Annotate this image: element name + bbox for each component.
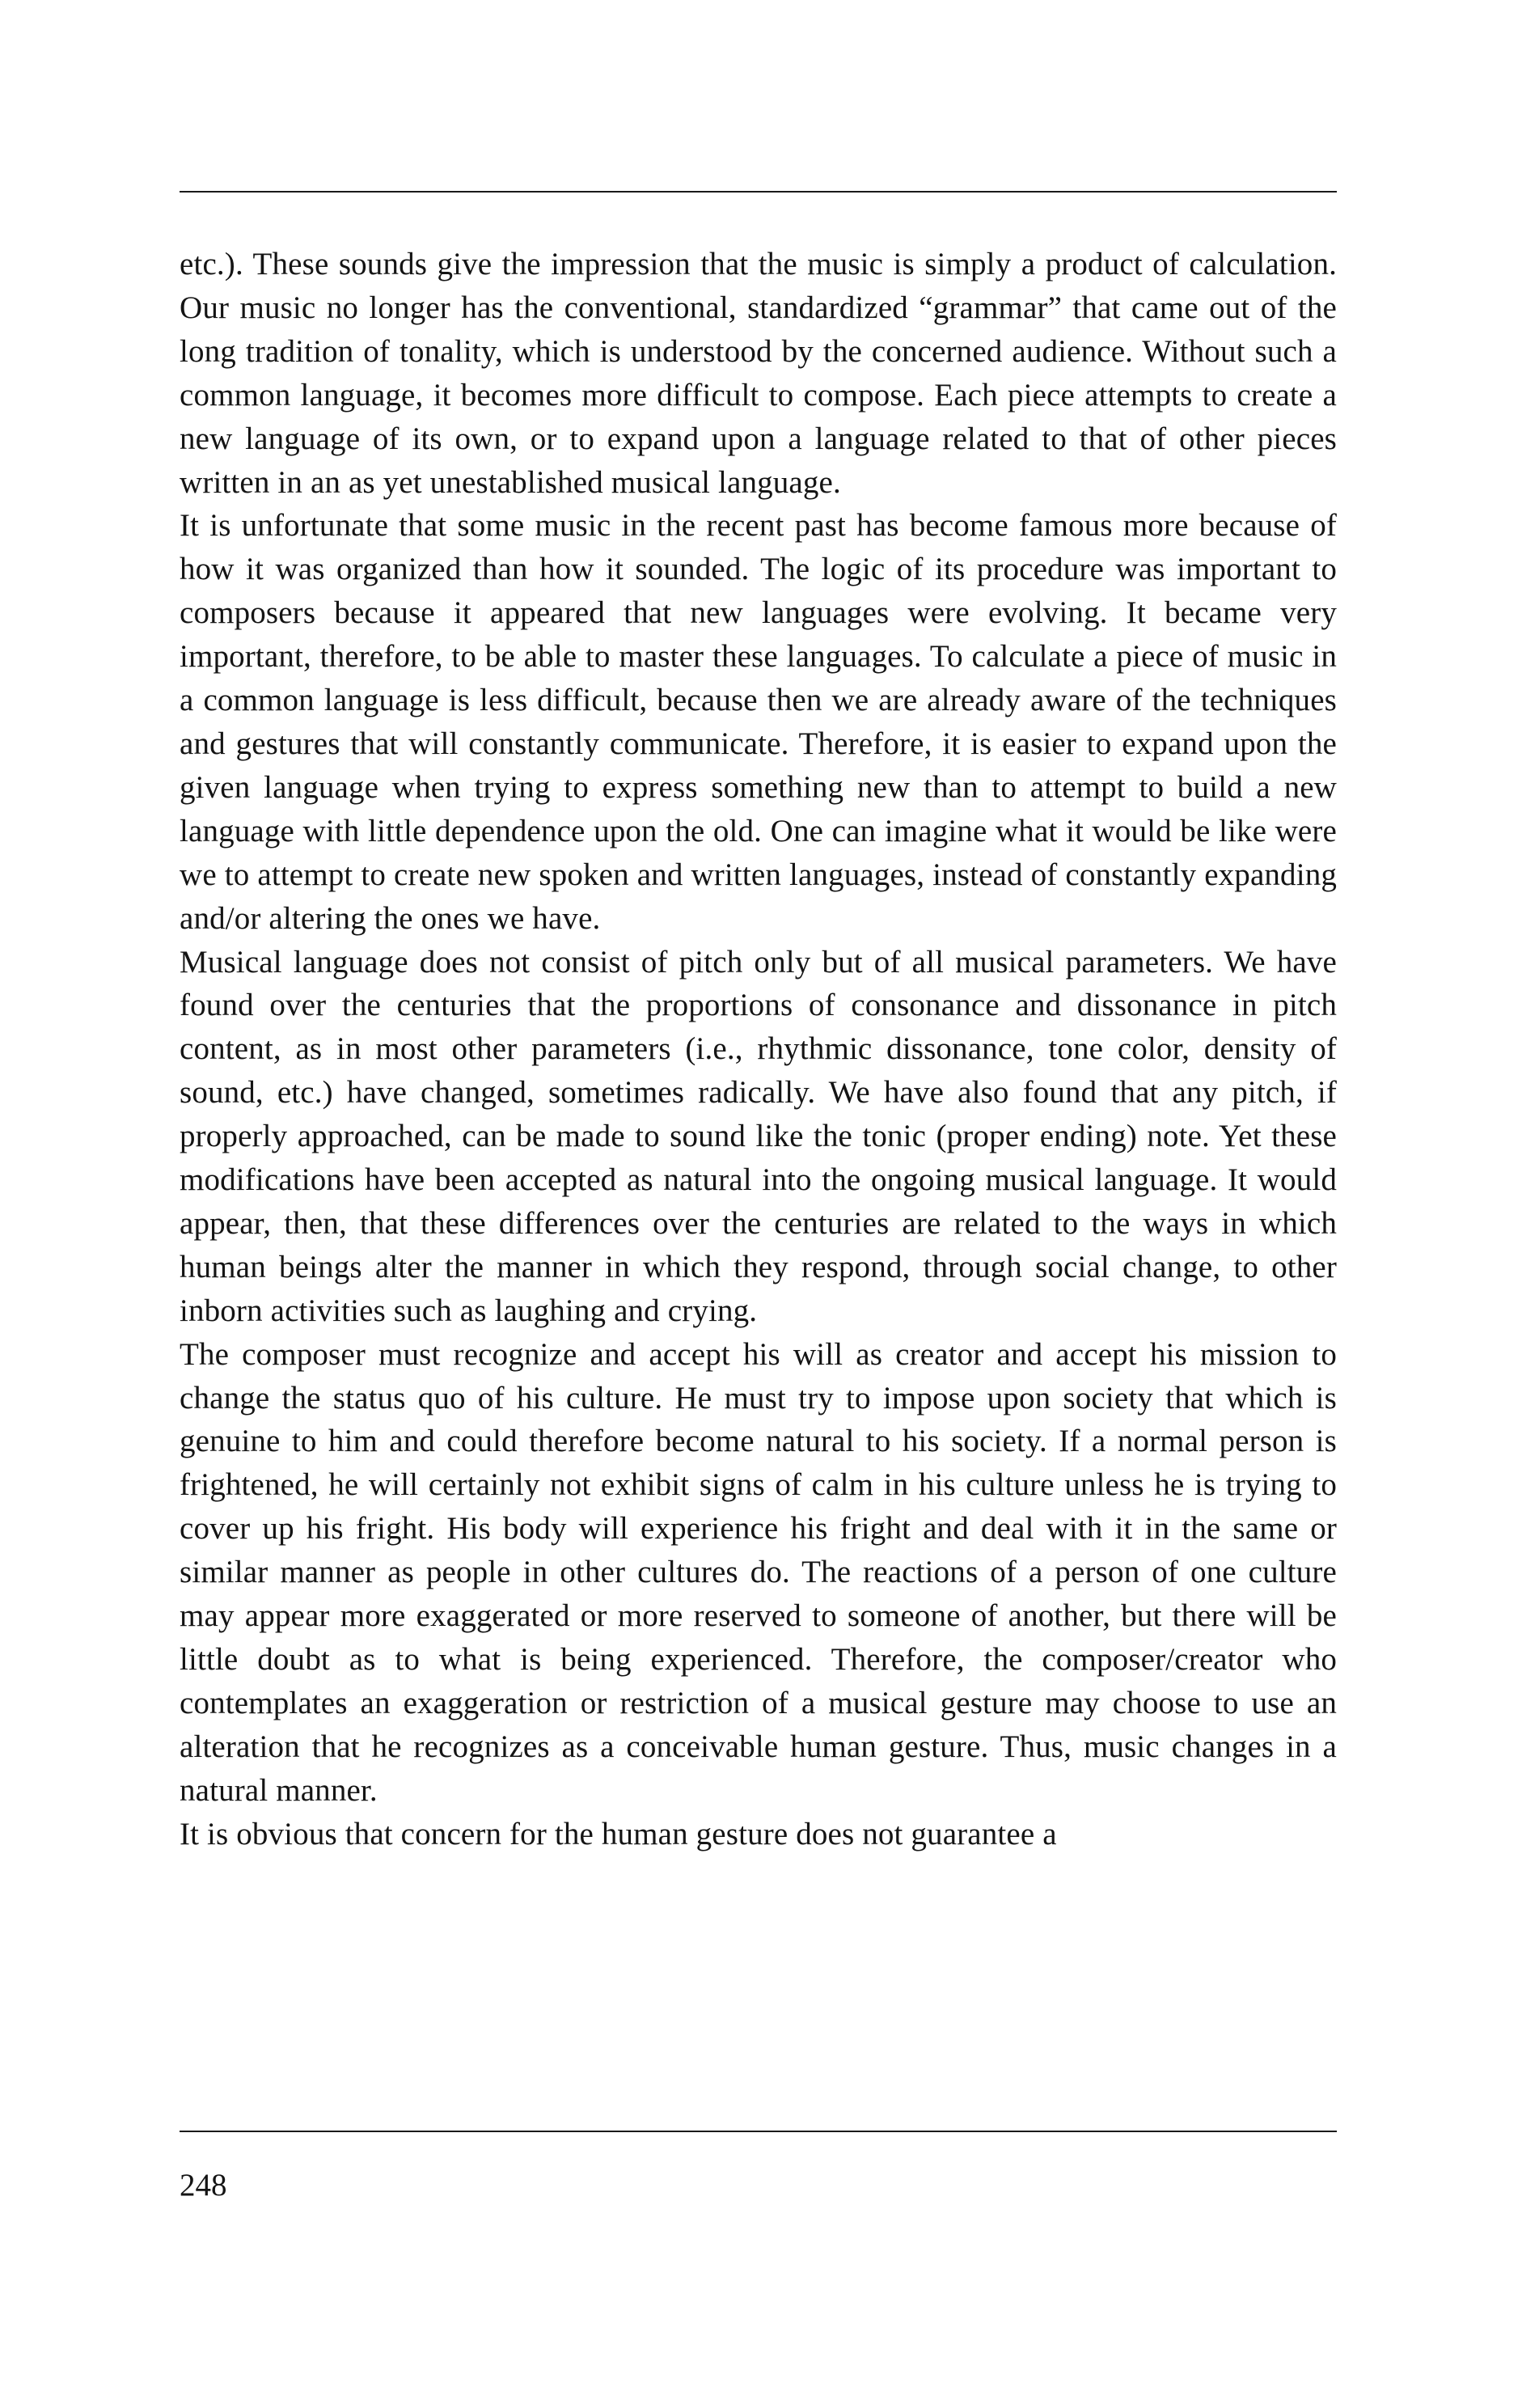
paragraph-2: It is unfortunate that some music in the recent past has become famous more because of how it was organized than how it sounded. The logic of its procedure was important to composers because it appeared that new languages were evolving. It became very important, therefore, to be able to master these languages. To calculate a piece of music in a common language is less difficult, because then we are already aware of the techniques and gestures that will constantly communicate. Therefore, it is easier to expand upon the given language when trying to express something new than to attempt to build a new language with little dependence upon the old. One can imagine what it would be like were we to attempt to create new spoken and written languages, instead of constantly expanding and/or altering the ones we have. [180, 508, 1337, 936]
paragraph-3: Musical language does not consist of pitch only but of all musical parameters. We have found over the centuries that the proportions of consonance and dissonance in pitch content, as in most other parameters (i.e., rhythmic dissonance, tone color, density of sound, etc.) have changed, sometimes radically. We have also found that any pitch, if properly approached, can be made to sound like the tonic (proper ending) note. Yet these modifications have been accepted as natural into the ongoing musical language. It would appear, then, that these differences over the centuries are related to the ways in which human beings alter the manner in which they respond, through social change, to other inborn activities such as laughing and crying. [180, 944, 1337, 1328]
footer-rule [180, 2131, 1337, 2132]
body-text [180, 243, 1337, 1856]
paragraph-5: It is obvious that concern for the human gesture does not guarantee a [180, 1816, 1057, 1851]
page-number: 248 [180, 2168, 227, 2203]
header-rule [180, 191, 1337, 193]
paragraph-4: The composer must recognize and accept his will as creator and accept his mission to change the status quo of his culture. He must try to impose upon society that which is genuine to him and could therefore become natural to his society. If a normal person is frightened, he will certainly not exhibit signs of calm in his culture unless he is trying to cover up his fright. His body will experience his fright and deal with it in the same or similar manner as people in other cultures do. The reactions of a person of one culture may appear more exaggerated or more reserved to someone of another, but there will be little doubt as to what is being experienced. Therefore, the composer/creator who contemplates an exaggeration or restriction of a musical gesture may choose to use an alteration that he recognizes as a conceivable human gesture. Thus, music changes in a natural manner. [180, 1336, 1337, 1808]
paragraph-1: etc.). These sounds give the impression that the music is simply a product of calculation. Our music no longer has the conventional, standardized “grammar” that came out of the long tradition of tonality, which is understood by the concerned audience. Without such a common language, it becomes more difficult to compose. Each piece attempts to create a new language of its own, or to expand upon a language related to that of other pieces written in an as yet unestablished musical language. [180, 247, 1337, 500]
